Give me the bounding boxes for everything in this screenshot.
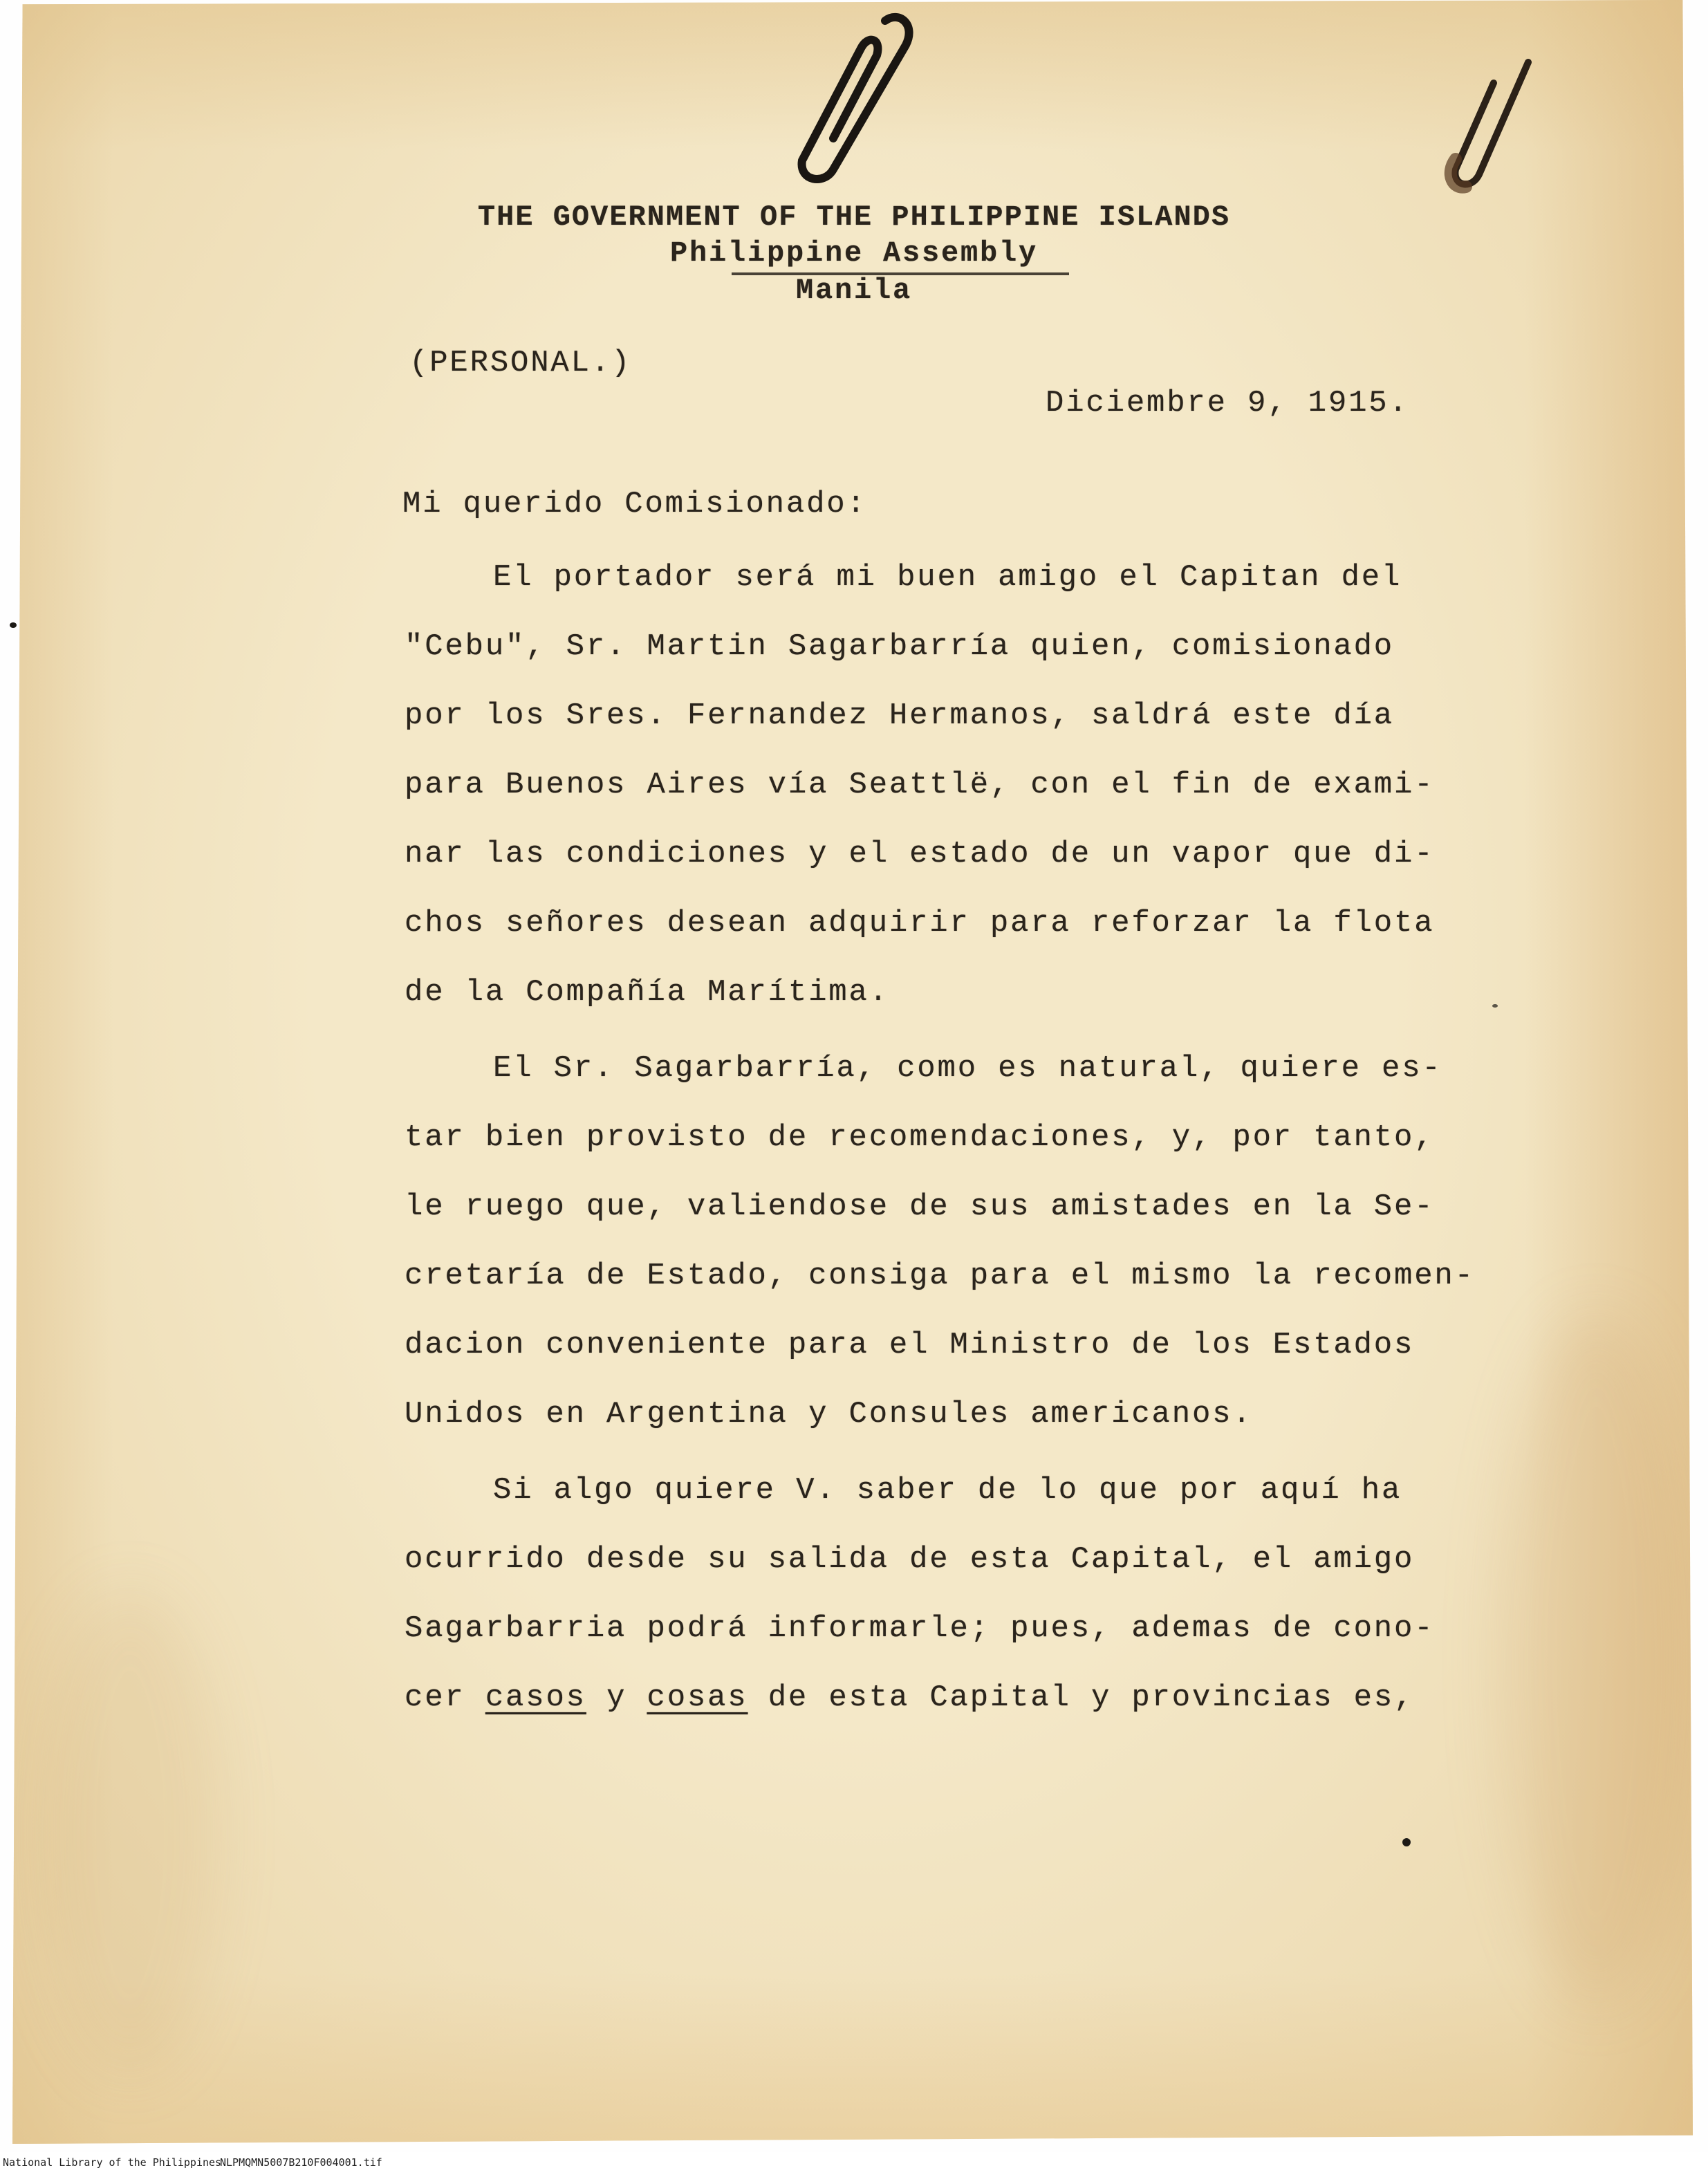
age-stain <box>40 1591 220 2075</box>
body-line: chos señores desean adquirir para reforzar la flota <box>405 906 1435 941</box>
body-line: tar bien provisto de recomendaciones, y, por tanto, <box>405 1120 1435 1155</box>
letterhead-city: Manila <box>795 274 913 307</box>
body-line: Unidos en Argentina y Consules americanos. <box>405 1397 1253 1432</box>
library-credit: National Library of the Philippines <box>3 2156 222 2169</box>
paper-clip-icon <box>1424 41 1549 201</box>
body-text: de esta Capital y provincias es, <box>748 1680 1415 1715</box>
body-line: ocurrido desde su salida de esta Capital, el amigo <box>405 1542 1415 1577</box>
underlined-word: cosas <box>647 1680 748 1715</box>
body-line: El portador será mi buen amigo el Capitan del <box>493 560 1402 595</box>
body-line: para Buenos Aires vía Seattlë, con el fin de exami- <box>405 768 1435 802</box>
ink-speck <box>1492 1004 1498 1008</box>
body-line: dacion conveniente para el Ministro de los Estados <box>405 1328 1415 1362</box>
body-line: "Cebu", Sr. Martin Sagarbarría quien, comisionado <box>405 629 1395 664</box>
letterhead-government: THE GOVERNMENT OF THE PHILIPPINE ISLANDS <box>477 201 1231 234</box>
ink-speck <box>1402 1838 1411 1846</box>
body-line: Si algo quiere V. saber de lo que por aquí ha <box>493 1473 1402 1508</box>
underlined-word: casos <box>485 1680 586 1715</box>
ink-speck <box>10 622 17 628</box>
body-line: El Sr. Sagarbarría, como es natural, quiere es- <box>493 1051 1442 1086</box>
personal-marking: (PERSONAL.) <box>409 346 632 380</box>
body-line: le ruego que, valiendose de sus amistades en la Se- <box>405 1189 1435 1224</box>
body-text: cer <box>405 1680 485 1715</box>
body-line: de la Compañía Marítima. <box>405 975 889 1010</box>
salutation: Mi querido Comisionado: <box>402 487 867 521</box>
body-line: Sagarbarria podrá informarle; pues, ademas de cono- <box>405 1611 1435 1646</box>
body-text: y <box>586 1680 647 1715</box>
letterhead-assembly: Philippine Assembly <box>669 237 1039 270</box>
body-line: por los Sres. Fernandez Hermanos, saldrá este día <box>405 698 1395 733</box>
scan-footer <box>0 2152 1708 2177</box>
file-id: NLPMQMN5007B210F004001.tif <box>220 2156 382 2169</box>
paper-clip-icon <box>768 7 920 187</box>
letter-date: Diciembre 9, 1915. <box>1046 386 1409 420</box>
body-line <box>405 1680 1414 1715</box>
body-line: cretaría de Estado, consiga para el mismo la recomen- <box>405 1259 1475 1293</box>
age-stain <box>1499 1314 1693 2005</box>
body-line: nar las condiciones y el estado de un vapor que di- <box>405 837 1435 871</box>
